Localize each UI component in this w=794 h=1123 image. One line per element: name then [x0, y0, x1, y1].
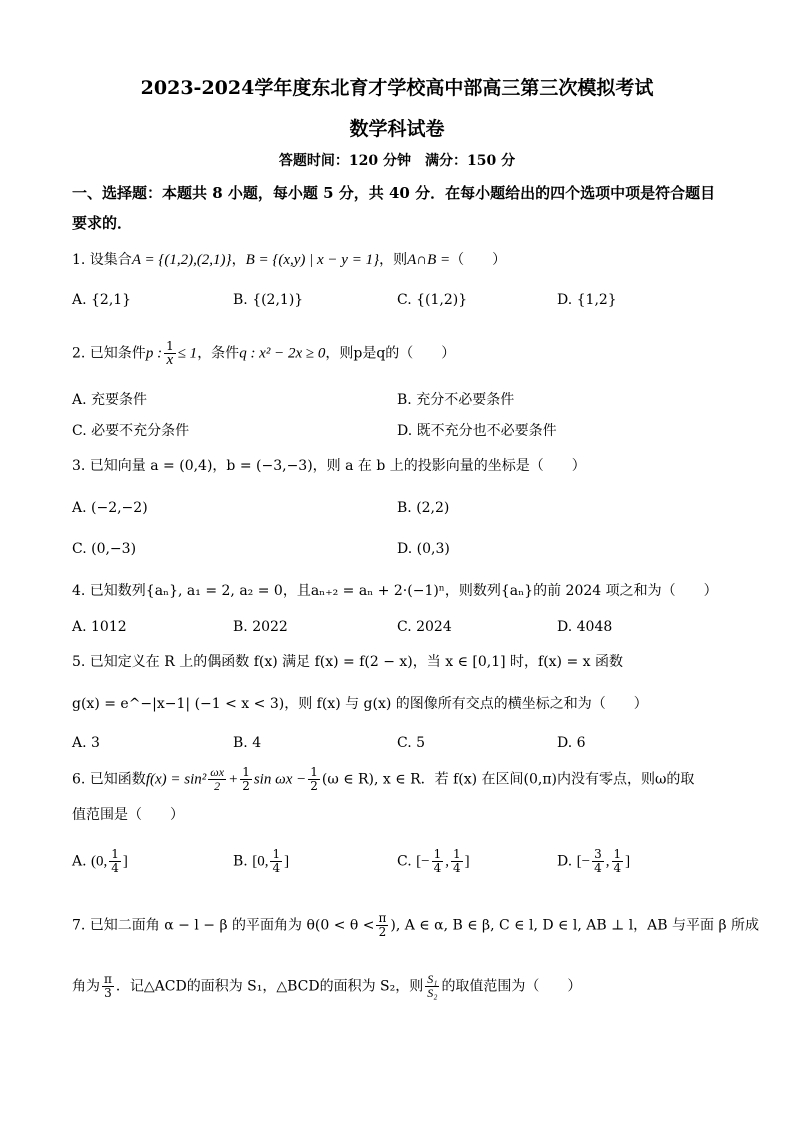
question-3-stem: 3. 已知向量 a = (0,4)，b = (−3,−3)，则 a 在 b 上的投影向量的坐标是（ ）: [72, 458, 586, 474]
question-7-line-2: 角为 $\frac{\pi}{3}$ ．记△ACD的面积为 S₁，△BCD的面积为 S₂，则 $\frac{\text{S₁}}{\text{S₂}}$ 的取值范围为（ ）: [72, 972, 582, 1000]
set-b: B = {(x,y) | x − y = 1}: [245, 252, 380, 268]
question-2-option-c: C. 必要不充分条件: [72, 423, 190, 439]
fraction: $\frac{1}{x}$: [166, 339, 174, 368]
set-a: A = {(1,2),(2,1)}: [131, 252, 232, 268]
question-5-line-2: g(x) = e^−|x−1| (−1 < x < 3)，则 f(x) 与 g(x) 的图像所有交点的横坐标之和为（ ）: [72, 696, 648, 712]
question-3-option-a: A. (−2,−2): [72, 500, 148, 516]
exam-title: 2023-2024学年度东北育才学校高中部高三第三次模拟考试: [140, 77, 654, 99]
question-6-option-c: C. [− $\frac{1}{4}$ , $\frac{1}{4}$ ]: [397, 847, 470, 875]
subject-title: 数学科试卷: [349, 118, 445, 140]
exam-meta: 答题时间：120 分钟 满分：150 分: [278, 153, 516, 169]
question-5-option-b: B. 4: [233, 735, 262, 751]
question-6-option-a: A. (0, $\frac{1}{4}$ ]: [72, 847, 128, 875]
question-4-option-b: B. 2022: [233, 619, 288, 635]
question-2-option-b: B. 充分不必要条件: [397, 392, 515, 408]
question-4-option-a: A. 1012: [72, 619, 127, 635]
question-4-stem: 4. 已知数列{aₙ}, a₁ = 2, a₂ = 0，且aₙ₊₂ = aₙ + 2·(−1)ⁿ，则数列{aₙ}的前 2024 项之和为（ ）: [72, 583, 718, 599]
question-6-line-2: 值范围是（ ）: [72, 807, 184, 823]
question-6-line-1: 6. 已知函数f(x) = sin² $\frac{\omega x}{2}$ + $\frac{1}{2}$ sin ωx − $\frac{1}{2}$ (ω ∈ R), x ∈ R．若 f(x) 在区间(0,π)内没有零点，则ω的取: [72, 765, 695, 793]
question-3-option-c: C. (0,−3): [72, 541, 137, 557]
question-1-stem: 1. 设集合A = {(1,2),(2,1)}，B = {(x,y) | x − y = 1}，则A∩B =（ ）: [72, 252, 507, 268]
question-3-option-d: D. (0,3): [397, 541, 450, 557]
question-5-option-c: C. 5: [397, 735, 426, 751]
question-5-line-1: 5. 已知定义在 R 上的偶函数 f(x) 满足 f(x) = f(2 − x)，当 x ∈ [0,1] 时，f(x) = x 函数: [72, 654, 623, 670]
question-2-option-d: D. 既不充分也不必要条件: [397, 423, 557, 439]
question-7-line-1: 7. 已知二面角 α − l − β 的平面角为 θ(0 < θ < $\frac{\pi}{2}$ ), A ∈ α, B ∈ β, C ∈ l, D ∈ l, AB ⊥ l，AB 与平面 β 所成: [72, 911, 760, 939]
question-1-option-d: D. {1,2}: [557, 292, 617, 308]
question-4-option-c: C. 2024: [397, 619, 452, 635]
question-5-option-d: D. 6: [557, 735, 586, 751]
question-1-option-c: C. {(1,2)}: [397, 292, 468, 308]
question-1-option-a: A. {2,1}: [72, 292, 132, 308]
question-6-option-d: D. [− $\frac{3}{4}$ , $\frac{1}{4}$ ]: [557, 847, 631, 875]
question-2-stem: 2. 已知条件p : $\frac{1}{x}$ ≤ 1，条件q : x² − 2x ≥ 0，则p是q的（ ）: [72, 339, 456, 368]
question-2-option-a: A. 充要条件: [72, 392, 148, 408]
question-3-option-b: B. (2,2): [397, 500, 450, 516]
question-4-option-d: D. 4048: [557, 619, 613, 635]
section-heading: 一、选择题：本题共 8 小题，每小题 5 分，共 40 分．在每小题给出的四个选项中项是符合题目要求的．: [72, 184, 716, 232]
question-5-option-a: A. 3: [72, 735, 100, 751]
question-6-option-b: B. [0, $\frac{1}{4}$ ]: [233, 847, 290, 875]
question-1-option-b: B. {(2,1)}: [233, 292, 304, 308]
